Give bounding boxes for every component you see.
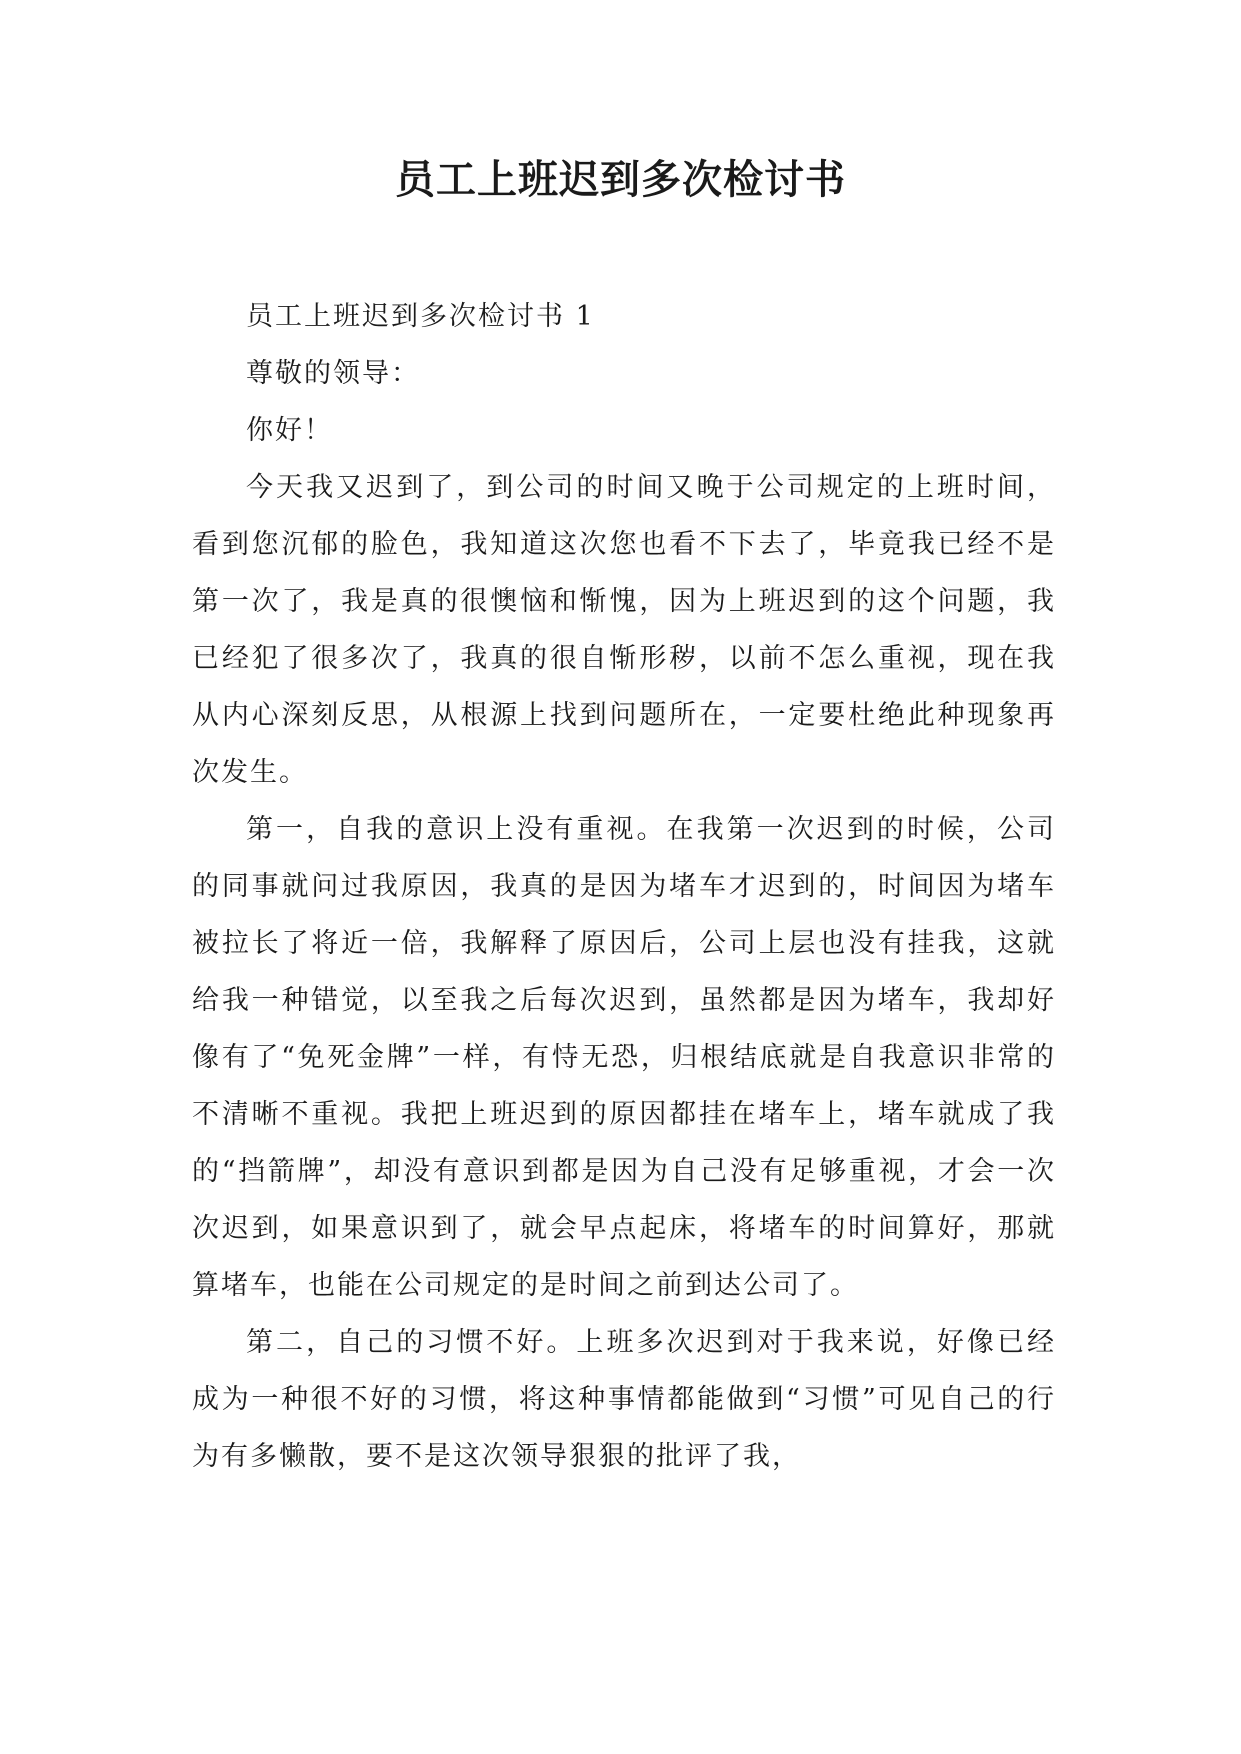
paragraph-heading: 员工上班迟到多次检讨书 1 — [246, 301, 595, 332]
paragraph-salutation: 尊敬的领导： — [246, 358, 420, 389]
paragraph-greeting: 你好！ — [246, 415, 333, 446]
document-body — [192, 288, 1056, 1485]
paragraph-intro: 今天我又迟到了，到公司的时间又晚于公司规定的上班时间，看到您沉郁的脸色，我知道这次您也看不下去了，毕竟我已经不是第一次了，我是真的很懊恼和惭愧，因为上班迟到的这个问题，我已经犯了很多次了，我真的很自惭形秽，以前不怎么重视，现在我从内心深刻反思，从根源上找到问题所在，一定要杜绝此种现象再次发生。 — [192, 472, 1056, 788]
document-title: 员工上班迟到多次检讨书 — [395, 157, 846, 203]
paragraph-point-two: 第二，自己的习惯不好。上班多次迟到对于我来说，好像已经成为一种很不好的习惯，将这种事情都能做到“习惯”可见自己的行为有多懒散，要不是这次领导狠狠的批评了我， — [192, 1327, 1056, 1472]
paragraph-point-one: 第一，自我的意识上没有重视。在我第一次迟到的时候，公司的同事就问过我原因，我真的是因为堵车才迟到的，时间因为堵车被拉长了将近一倍，我解释了原因后，公司上层也没有挂我，这就给我一种错觉，以至我之后每次迟到，虽然都是因为堵车，我却好像有了“免死金牌”一样，有恃无恐，归根结底就是自我意识非常的不清晰不重视。我把上班迟到的原因都挂在堵车上，堵车就成了我的“挡箭牌”，却没有意识到都是因为自己没有足够重视，才会一次次迟到，如果意识到了，就会早点起床，将堵车的时间算好，那就算堵车，也能在公司规定的是时间之前到达公司了。 — [192, 814, 1056, 1301]
